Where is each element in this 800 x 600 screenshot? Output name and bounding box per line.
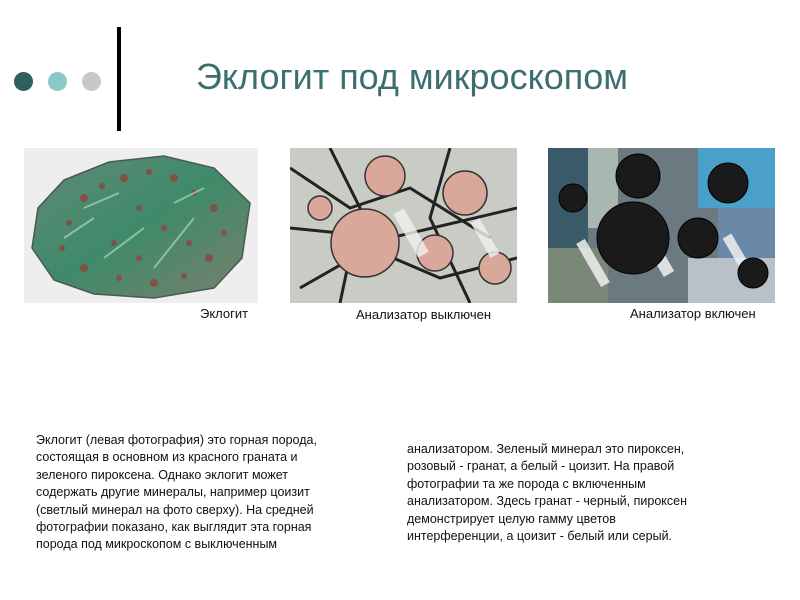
dot-dark	[14, 72, 33, 91]
body-text-left	[36, 432, 317, 554]
thin-section-xpl-photo	[548, 148, 775, 303]
text-line: Эклогит (левая фотография) это горная порода,	[36, 433, 317, 447]
text-line: розовый - гранат, а белый - цоизит. На правой	[407, 459, 675, 474]
dot-light	[48, 72, 67, 91]
dot-gray	[82, 72, 101, 91]
text-line: содержать другие минералы, например цоизит	[36, 485, 310, 500]
caption-eclogite: Эклогит	[200, 306, 249, 321]
slide-title: Эклогит под микроскопом	[196, 56, 629, 97]
text-line: анализатором. Здесь гранат - черный, пироксен	[407, 494, 687, 509]
text-line: состоящая в основном из красного граната и	[36, 450, 298, 465]
text-line: демонстрирует целую гамму цветов	[407, 511, 616, 526]
caption-analyzer-off: Анализатор выключен	[356, 307, 492, 322]
title-divider	[117, 27, 121, 131]
thin-section-ppl-photo	[290, 148, 517, 303]
body-text-right	[407, 441, 687, 545]
caption-analyzer-on: Анализатор включен	[630, 306, 756, 321]
text-line: фотографии показано, как выглядит эта горная	[36, 520, 312, 535]
text-line: (светлый минерал на фото сверху). На средней	[36, 502, 314, 517]
eclogite-specimen-photo	[24, 148, 258, 303]
text-line: интерференции, а цоизит - белый или серый.	[407, 529, 673, 544]
text-line: порода под микроскопом с выключенным	[36, 537, 278, 552]
text-line: фотографии та же порода с включенным	[407, 476, 646, 491]
text-line: зеленого пироксена. Однако эклогит может	[36, 467, 288, 482]
text-line: анализатором. Зеленый минерал это пироксен,	[407, 442, 685, 456]
